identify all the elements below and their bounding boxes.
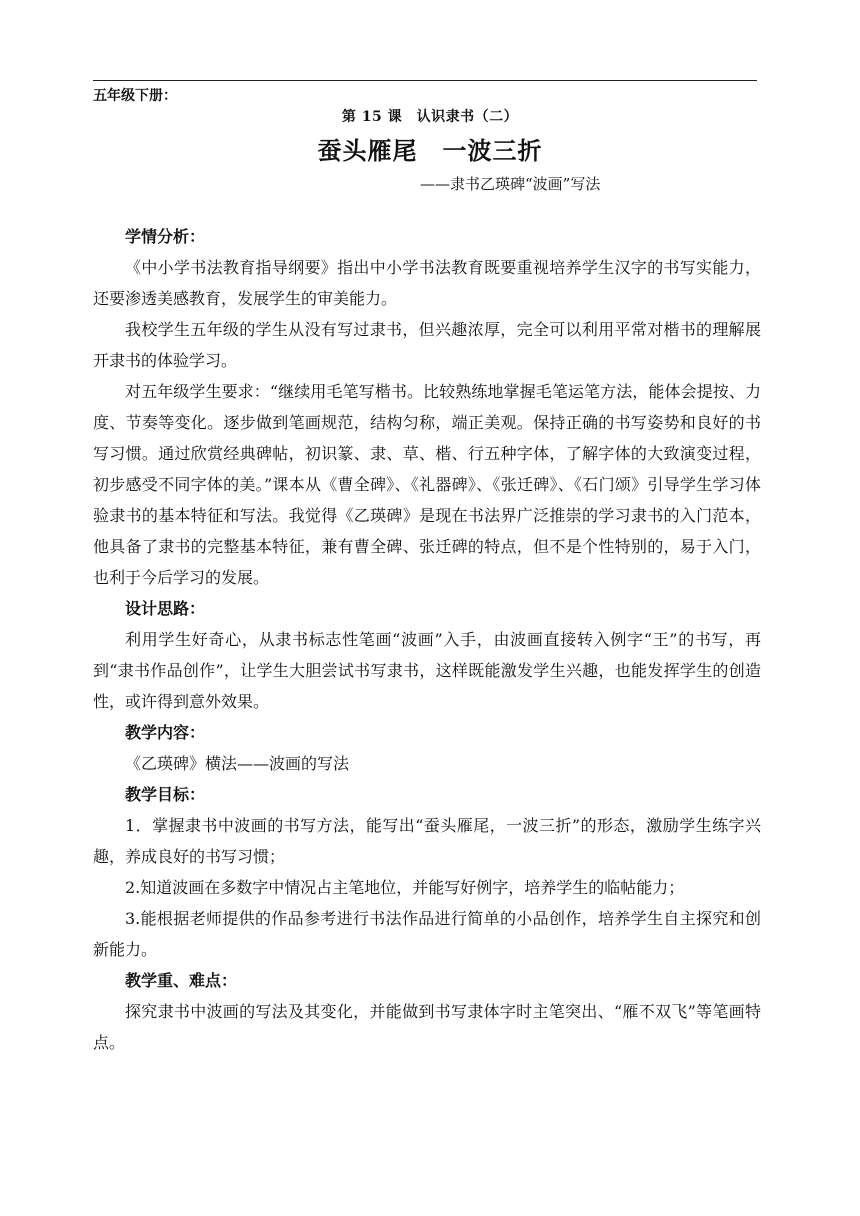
section-heading-goals: 教学目标： [125, 785, 206, 804]
paragraph: 利用学生好奇心，从隶书标志性笔画“波画”入手，由波画直接转入例字“王”的书写，再到“隶书作品创作”，让学生大胆尝试书写隶书，这样既能激发学生兴趣，也能发挥学生的创造性，或许得到意外效果。 [93, 630, 761, 711]
section-heading-design: 设计思路： [125, 599, 206, 618]
subtitle: ——隶书乙瑛碑“波画”写法 [420, 175, 601, 193]
goal-item: 3.能根据老师提供的作品参考进行书法作品进行简单的小品创作，培养学生自主探究和创新能力。 [93, 909, 761, 959]
lesson-title: 第 15 课 认识隶书（二） [341, 109, 519, 125]
header-rule [93, 80, 757, 81]
section-heading-key-points: 教学重、难点： [125, 971, 238, 990]
paragraph: 探究隶书中波画的写法及其变化，并能做到书写隶体字时主笔突出、“雁不双飞”等笔画特点。 [93, 1002, 761, 1052]
section-heading-content: 教学内容： [125, 723, 206, 742]
paragraph: 我校学生五年级的学生从没有写过隶书，但兴趣浓厚，完全可以利用平常对楷书的理解展开隶书的体验学习。 [93, 320, 761, 370]
paragraph: 对五年级学生要求：“继续用毛笔写楷书。比较熟练地掌握毛笔运笔方法，能体会提按、力度、节奏等变化。逐步做到笔画规范，结构匀称，端正美观。保持正确的书写姿势和良好的书写习惯。通过欣赏经典碑帖，初识篆、隶、草、楷、行五种字体，了解字体的大致演变过程，初步感受不同字体的美。”课本从《曹全碑》、《礼器碑》、《张迁碑》、《石门颂》引导学生学习体验隶书的基本特征和写法。我觉得《乙瑛碑》是现在书法界广泛推崇的学习隶书的入门范本，他具备了隶书的完整基本特征，兼有曹全碑、张迁碑的特点，但不是个性特别的，易于入门，也利于今后学习的发展。 [93, 382, 761, 587]
goal-item: 2.知道波画在多数字中情况占主笔地位，并能写好例字，培养学生的临帖能力； [125, 878, 685, 897]
paragraph: 《中小学书法教育指导纲要》指出中小学书法教育既要重视培养学生汉字的书写实能力，还要渗透美感教育，发展学生的审美能力。 [93, 258, 761, 308]
paragraph: 《乙瑛碑》横法——波画的写法 [125, 754, 350, 773]
goal-item: 1．掌握隶书中波画的书写方法，能写出“蚕头雁尾，一波三折”的形态，激励学生练字兴趣，养成良好的书写习惯； [93, 816, 761, 866]
main-title: 蚕头雁尾 一波三折 [317, 136, 543, 165]
grade-label: 五年级下册： [93, 88, 177, 104]
section-heading-analysis: 学情分析： [125, 227, 206, 246]
document-body [93, 221, 761, 1058]
